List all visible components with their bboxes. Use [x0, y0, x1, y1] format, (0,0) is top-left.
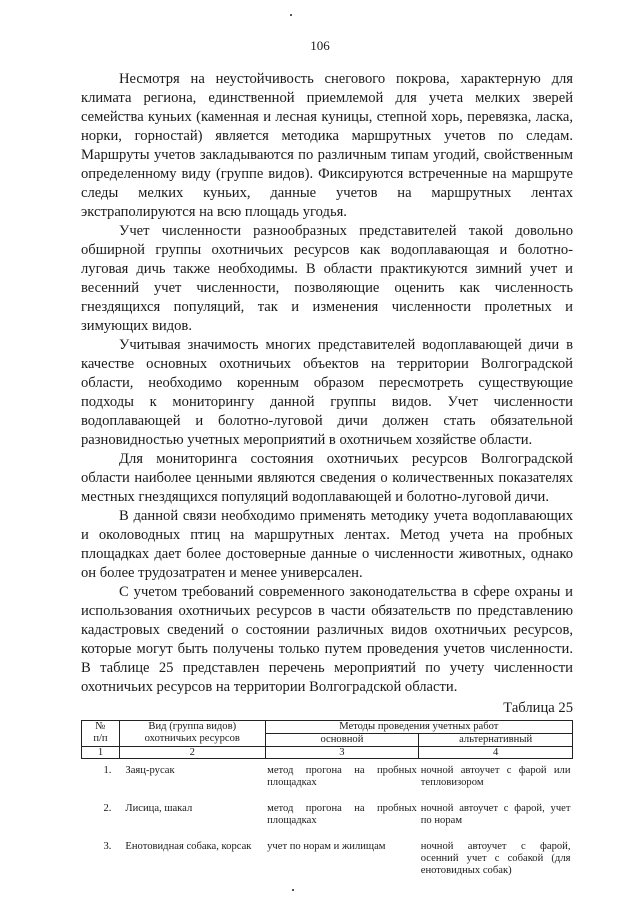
header-species-line2: охотничьих ресурсов — [144, 733, 240, 744]
paragraph-3: Учитывая значимость многих представителей водоплавающей дичи в качестве основных охотничьих объектов на территории Волгоградской области, необходимо коренным образом пересмотреть существующие подходы к мониторингу данной группы видов. Учет численности водоплавающей и болотно-луговой дичи должен стать обязательной разновидностью учетных мероприятий в охотничьем хозяйстве области. — [81, 337, 573, 448]
main-method-cell: учет по норам и жилищам — [267, 841, 386, 852]
row-number: 2. — [103, 803, 112, 814]
species-cell: Лисица, шакал — [125, 803, 193, 814]
species-cell: Енотовидная собака, корсак — [125, 841, 252, 852]
scan-speck-bottom — [292, 889, 294, 891]
census-methods-table — [81, 720, 573, 885]
column-number: 2 — [119, 747, 265, 759]
main-method-cell: метод прогона на пробных площадках — [267, 803, 417, 826]
column-number: 3 — [265, 747, 419, 759]
body-text — [81, 70, 573, 697]
paragraph-1: Несмотря на неустойчивость снегового покрова, характерную для климата региона, единственной приемлемой для учета мелких зверей семейства куньих (каменная и лесная куницы, степной хорь, перевязка, ласка, норки, горностай) является методика маршрутных учетов по следам. Маршруты учетов закладываются по различным типам угодий, свойственным определенному виду (группе видов). Фиксируются встреченные на маршруте следы мелких куньих, данные учетов на маршрутных лентах экстраполируются на всю площадь угодья. — [81, 71, 573, 220]
table-row — [82, 835, 573, 885]
alt-method-cell: ночной автоучет с фарой, осенний учет с собакой (для енотовидных собак) — [420, 841, 571, 876]
row-number: 1. — [103, 765, 112, 776]
header-methods: Методы проведения учетных работ — [265, 721, 572, 734]
header-main: основной — [265, 734, 419, 747]
paragraph-2: Учет численности разнообразных представителей такой довольно обширной группы охотничьих ресурсов как водоплавающая и болотно-луговая дичь также необходимы. В области практикуются зимний учет и весенний учет численности, позволяющие оценить как численность гнездящихся популяций, так и изменения численности пролетных и зимующих видов. — [81, 223, 573, 334]
header-num — [82, 721, 120, 747]
header-species — [119, 721, 265, 747]
header-alt: альтернативный — [419, 734, 573, 747]
column-number: 1 — [82, 747, 120, 759]
scan-speck-top — [290, 14, 292, 16]
paragraph-4: Для мониторинга состояния охотничьих ресурсов Волгоградской области наиболее ценными являются сведения о количественных показателях местных гнездящихся популяций водоплавающей и болотно-луговой дичи. — [81, 451, 573, 505]
header-num-line2: п/п — [93, 733, 108, 744]
header-num-line1: № — [95, 721, 106, 732]
alt-method-cell: ночной автоучет с фарой или тепловизором — [420, 765, 571, 788]
header-species-line1: Вид (группа видов) — [148, 721, 237, 732]
column-number: 4 — [419, 747, 573, 759]
paragraph-5: В данной связи необходимо применять методику учета водоплавающих и околоводных птиц на маршрутных лентах. Метод учета на пробных площадках дает более достоверные данные о численности животных, однако он более трудозатратен и менее универсален. — [81, 508, 573, 581]
row-number: 3. — [103, 841, 112, 852]
paragraph-6: С учетом требований современного законодательства в сфере охраны и использования охотничьих ресурсов в части обязательств по представлению кадастровых сведений о состоянии различных видов охотничьих ресурсов, которые могут быть получены только путем проведения учетов численности. В таблице 25 представлен перечень мероприятий по учету численности охотничьих ресурсов на территории Волгоградской области. — [81, 584, 573, 695]
page-number: 106 — [310, 38, 330, 53]
table-row — [82, 759, 573, 798]
species-cell: Заяц-русак — [125, 765, 175, 776]
table-caption: Таблица 25 — [503, 700, 573, 716]
main-method-cell: метод прогона на пробных площадках — [267, 765, 417, 788]
table-row — [82, 797, 573, 835]
alt-method-cell: ночной автоучет с фарой, учет по норам — [420, 803, 571, 826]
